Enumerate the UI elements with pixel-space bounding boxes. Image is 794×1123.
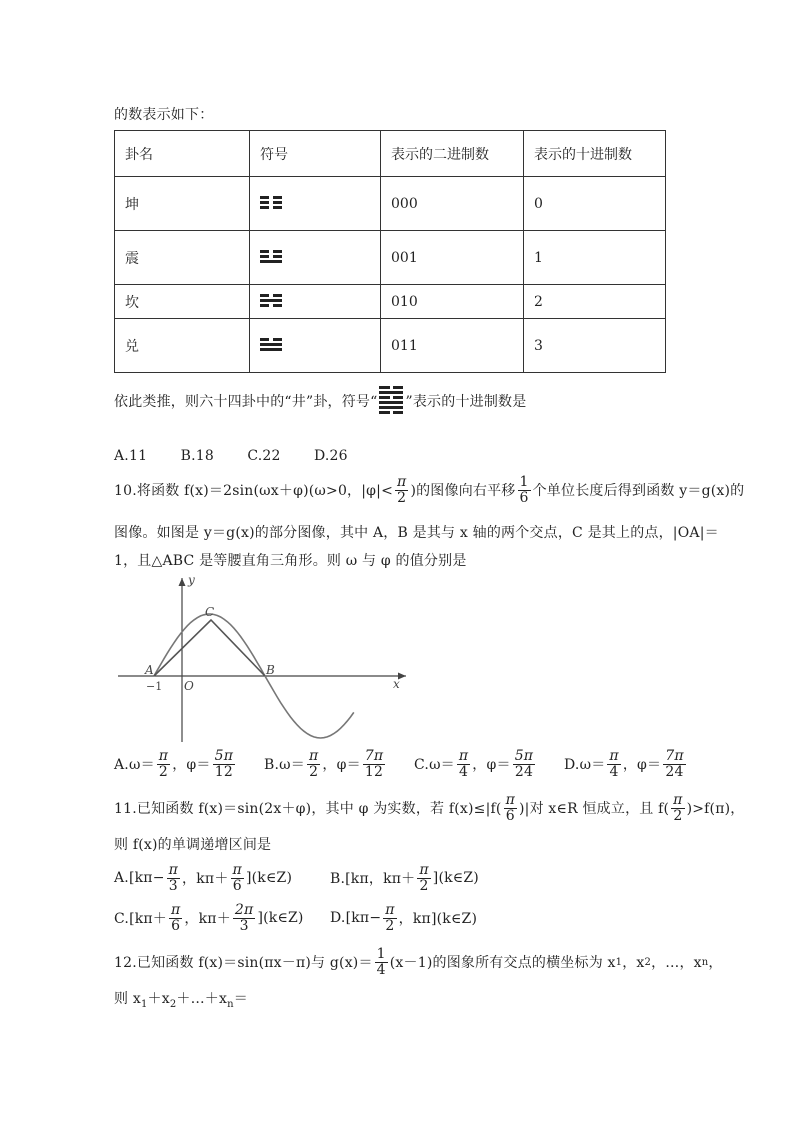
gua-binary: 010: [381, 285, 524, 319]
yang-line: [379, 401, 403, 404]
q11-line2: 则 f(x)的单调递增区间是: [114, 837, 272, 853]
yang-line: [260, 343, 282, 346]
gua-name: 坎: [115, 285, 250, 319]
q12-sub-2: 2: [644, 956, 652, 968]
yin-line: [260, 206, 282, 209]
q9-option-a: A.11: [114, 448, 148, 464]
q9-stem: [114, 386, 526, 416]
x-axis-label: x: [393, 677, 400, 691]
gua-symbol: [250, 177, 381, 231]
q11-option-a: A.[kπ− $\frac{\pi}{3}$ ，kπ＋ $\frac{\pi}{6}$ ](k∈Z): [114, 861, 293, 894]
q11-text-a: 11.已知函数 f(x)＝sin(2x＋φ)，其中 φ 为实数，若 f(x)≤|f(: [114, 801, 502, 817]
hexagram-dui-icon: [260, 338, 282, 353]
q11-frac-pi-6: $\frac{\pi}{6}$: [505, 791, 515, 824]
q10-frac-1-6: $\frac{1}{6}$: [519, 473, 529, 506]
header-name: 卦名: [115, 131, 250, 177]
gua-binary: 011: [381, 319, 524, 373]
q10-options: [114, 742, 684, 786]
q10-option-a: A.ω＝ $\frac{\pi}{2}$ ，φ＝ $\frac{5\pi}{12}$: [114, 747, 234, 780]
q11-option-d: D.[kπ− $\frac{\pi}{2}$ ，kπ](k∈Z): [330, 901, 478, 934]
q12-text-c: ，x: [622, 955, 645, 971]
q12-frac-1-4: $\frac{1}{4}$: [376, 945, 386, 978]
q11-line1: [114, 786, 744, 830]
q9-text-after: ”表示的十进制数是: [405, 394, 527, 410]
gua-decimal: 3: [524, 319, 666, 373]
q11-options-row2: [114, 896, 477, 940]
gua-binary: 000: [381, 177, 524, 231]
q11-option-c: C.[kπ＋ $\frac{\pi}{6}$ ，kπ＋ $\frac{2\pi}{3}$ ](k∈Z): [114, 901, 304, 934]
gua-name: 坤: [115, 177, 250, 231]
q10-option-b: B.ω＝ $\frac{\pi}{2}$ ，φ＝ $\frac{7\pi}{12}$: [264, 747, 384, 780]
yin-line: [379, 386, 403, 389]
q11-options-row1: [114, 856, 479, 900]
gua-decimal: 1: [524, 231, 666, 285]
yin-line: [379, 411, 403, 414]
q10-line1: [114, 468, 744, 512]
q9-option-c: C.22: [247, 448, 281, 464]
gua-symbol: [250, 319, 381, 373]
q12-line1: [114, 940, 723, 984]
q10-text-a: 10.将函数 f(x)＝2sin(ωx＋φ)(ω>0，|φ|<: [114, 483, 394, 499]
yin-line: [260, 294, 282, 297]
q12-sub-1: 1: [615, 956, 623, 968]
q9-text-before: 依此类推，则六十四卦中的“井”卦，符号“: [114, 394, 378, 410]
yin-line: [379, 396, 403, 399]
gua-symbol: [250, 285, 381, 319]
origin-label: O: [184, 679, 194, 693]
yin-line: [260, 338, 282, 341]
table-row: [115, 285, 666, 319]
q12-text-e: ，: [708, 955, 723, 971]
hexagram-kun-icon: [260, 196, 282, 211]
yin-line: [260, 304, 282, 307]
table-row: [115, 231, 666, 285]
q11-frac-pi-2: $\frac{\pi}{2}$: [673, 791, 683, 824]
y-axis-label: y: [188, 573, 195, 587]
y-axis-arrow-icon: [179, 578, 186, 586]
table-row: [115, 177, 666, 231]
intro-text: 的数表示如下：: [114, 107, 214, 123]
yang-line: [260, 348, 282, 351]
yang-line: [260, 299, 282, 302]
point-a-label: A: [145, 663, 154, 677]
gua-table: [114, 130, 666, 373]
header-binary: 表示的二进制数: [381, 131, 524, 177]
q10-text-b: )的图像向右平移: [410, 483, 516, 499]
yin-line: [260, 255, 282, 258]
q9-option-b: B.18: [180, 448, 215, 464]
yang-line: [260, 260, 282, 263]
table-header-row: [115, 131, 666, 177]
q12-line2: 则 $x_1+x_2+\dots+x_n=$: [114, 991, 248, 1010]
point-c-label: C: [205, 605, 215, 619]
gua-decimal: 2: [524, 285, 666, 319]
q10-option-d: D.ω＝ $\frac{\pi}{4}$ ，φ＝ $\frac{7\pi}{24}$: [564, 747, 684, 780]
q10-sine-graph: [110, 570, 410, 746]
gua-binary: 001: [381, 231, 524, 285]
q11-text-b: )|对 x∈R 恒成立，且 f(: [518, 801, 670, 817]
yin-line: [260, 250, 282, 253]
minus-one-label: −1: [146, 680, 163, 693]
q10-frac-pi-2: $\frac{\pi}{2}$: [397, 473, 407, 506]
yin-line: [260, 196, 282, 199]
q12-text-d: ，…，x: [651, 955, 702, 971]
q12-sub-n: n: [701, 956, 709, 968]
gua-symbol: [250, 231, 381, 285]
hexagram-jing-icon: [379, 386, 403, 416]
header-symbol: 符号: [250, 131, 381, 177]
yang-line: [379, 406, 403, 409]
hexagram-kan-icon: [260, 294, 282, 309]
table-row: [115, 319, 666, 373]
q10-text-c: 个单位长度后得到函数 y＝g(x)的: [532, 483, 745, 499]
q10-option-c: C.ω＝ $\frac{\pi}{4}$ ，φ＝ $\frac{5\pi}{24}$: [414, 747, 534, 780]
q11-text-c: )>f(π)，: [686, 801, 745, 817]
gua-name: 兑: [115, 319, 250, 373]
yang-line: [379, 391, 403, 394]
gua-name: 震: [115, 231, 250, 285]
q12-text-a: 12.已知函数 f(x)＝sin(πx－π)与 g(x)＝: [114, 955, 373, 971]
q9-options: [114, 448, 376, 464]
header-decimal: 表示的十进制数: [524, 131, 666, 177]
yin-line: [260, 201, 282, 204]
q9-option-d: D.26: [313, 448, 348, 464]
q11-option-b: B.[kπ，kπ＋ $\frac{\pi}{2}$ ](k∈Z): [330, 861, 479, 894]
hexagram-zhen-icon: [260, 250, 282, 265]
point-b-label: B: [266, 663, 275, 677]
q12-text-b: (x－1)的图象所有交点的横坐标为 x: [389, 955, 616, 971]
gua-decimal: 0: [524, 177, 666, 231]
q10-line3: 1，且△ABC 是等腰直角三角形。则 ω 与 φ 的值分别是: [114, 553, 467, 569]
q10-line2: 图像。如图是 y＝g(x)的部分图像，其中 A，B 是其与 x 轴的两个交点，C 是其上的点，|OA|＝: [114, 525, 719, 541]
